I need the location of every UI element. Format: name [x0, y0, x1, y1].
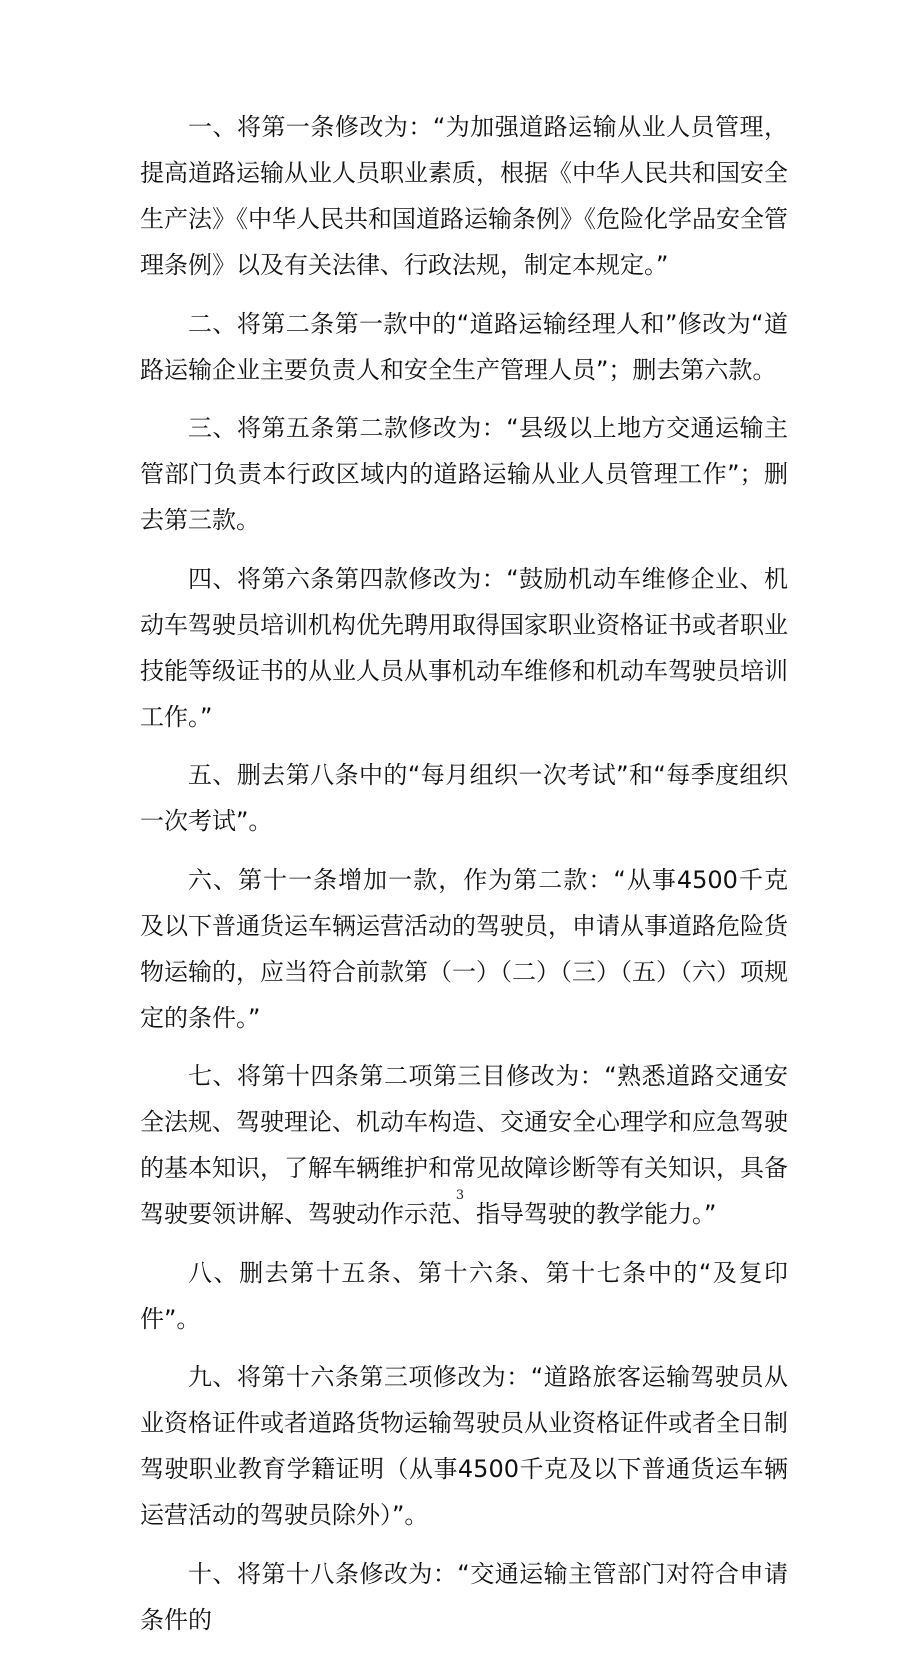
paragraph-5: 五、删去第八条中的“每月组织一次考试”和“每季度组织一次考试”。	[140, 761, 788, 835]
paragraph-10: 十、将第十八条修改为：“交通运输主管部门对符合申请条件的	[140, 1559, 788, 1634]
paragraph-6: 六、第十一条增加一款，作为第二款：“从事4500千克及以下普通货运车辆运营活动的驾驶员，申请从事道路危险货物运输的，应当符合前款第（一）（二）（三）（五）（六）项规定的条件。”	[140, 865, 788, 1032]
paragraph-7: 七、将第十四条第二项第三目修改为：“熟悉道路交通安全法规、驾驶理论、机动车构造、交通安全心理学和应急驾驶的基本知识，了解车辆维护和常见故障诊断等有关知识，具备驾驶要领讲解、驾驶动作示范、指导驾驶的教学能力。”	[140, 1062, 788, 1228]
paragraph-1: 一、将第一条修改为：“为加强道路运输从业人员管理，提高道路运输从业人员职业素质，根据《中华人民共和国安全生产法》《中华人民共和国道路运输条例》《危险化学品安全管理条例》以及有关法律、行政法规，制定本规定。”	[140, 113, 788, 279]
paragraph-9: 九、将第十六条第三项修改为：“道路旅客运输驾驶员从业资格证件或者道路货物运输驾驶员从业资格证件或者全日制驾驶职业教育学籍证明（从事4500千克及以下普通货运车辆运营活动的驾驶员除外）”。	[140, 1363, 788, 1529]
document-body	[140, 104, 788, 1655]
paragraph-4: 四、将第六条第四款修改为：“鼓励机动车维修企业、机动车驾驶员培训机构优先聘用取得国家职业资格证书或者职业技能等级证书的从业人员从事机动车维修和机动车驾驶员培训工作。”	[140, 564, 788, 731]
page-number: 3	[455, 1188, 465, 1203]
paragraph-2: 二、将第二条第一款中的“道路运输经理人和”修改为“道路运输企业主要负责人和安全生产管理人员”；删去第六款。	[140, 309, 788, 384]
paragraph-8: 八、删去第十五条、第十六条、第十七条中的“及复印件”。	[140, 1258, 788, 1333]
paragraph-3: 三、将第五条第二款修改为：“县级以上地方交通运输主管部门负责本行政区域内的道路运输从业人员管理工作”；删去第三款。	[140, 414, 788, 534]
